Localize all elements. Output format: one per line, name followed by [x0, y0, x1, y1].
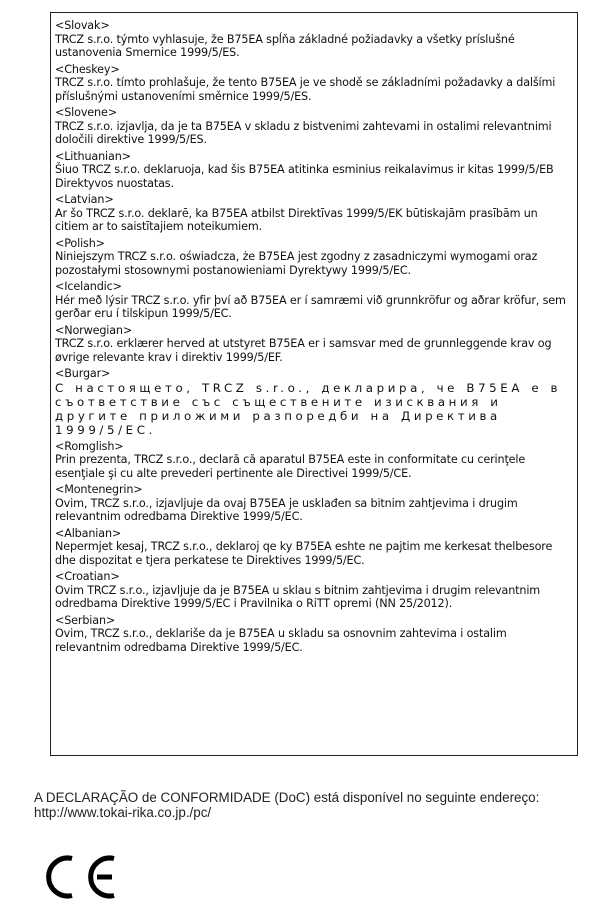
declaration-entry	[55, 19, 574, 60]
language-heading: <Montenegrin>	[55, 483, 143, 496]
ce-mark-icon	[34, 854, 120, 900]
language-heading: <Latvian>	[55, 193, 114, 206]
declaration-text: Šiuo TRCZ s.r.o. deklaruoja, kad šis B75EA atitinka esminius reikalavimus ir kitas 1999/5/EB Direktyvos nuostatas.	[55, 163, 554, 190]
declaration-entry	[55, 483, 574, 524]
declaration-text: С настоящето, TRCZ s.r.o., декларира, че B75EA е в съответствие със съществените изисквания и другите приложими разпоредби на Директива 1999/5/ЕС.	[55, 380, 562, 437]
declaration-text: Ar šo TRCZ s.r.o. deklarē, ka B75EA atbilst Direktīvas 1999/5/EK būtiskajām prasībām un citiem ar to saistītajiem noteikumiem.	[55, 206, 538, 233]
declaration-entry	[55, 440, 574, 481]
declaration-text: TRCZ s.r.o. tímto prohlašuje, že tento B75EA je ve shodě se základními požadavky a dalšími příslušnými ustanoveními směrnice 1999/5/ES.	[55, 76, 556, 103]
declaration-entry	[55, 280, 574, 321]
language-heading: <Cheskey>	[55, 62, 120, 76]
declaration-entry	[55, 367, 574, 437]
declaration-text: Nepermjet kesaj, TRCZ s.r.o., deklaroj qe ky B75EA eshte ne pajtim me kerkesat thelbesore dhe dispozitat e tjera perkatese te Direktives 1999/5/EC.	[55, 540, 553, 567]
language-heading: <Norwegian>	[55, 323, 133, 337]
doc-url-link[interactable]: http://www.tokai-rika.co.jp./pc/	[34, 805, 212, 820]
declaration-text: Ovim, TRCZ s.r.o., deklariše da je B75EA u skladu sa osnovnim zahtevima i ostalim relevantnim odredbama Direktive 1999/5/EC.	[55, 627, 507, 654]
declaration-entry	[55, 63, 574, 104]
language-heading: <Burgar>	[55, 367, 111, 380]
declaration-entry	[55, 150, 574, 191]
declaration-box	[50, 12, 578, 756]
declaration-entry	[55, 193, 574, 234]
language-heading: <Slovene>	[55, 106, 117, 119]
language-heading: <Romglish>	[55, 439, 124, 453]
declaration-entry	[55, 614, 574, 655]
language-heading: <Lithuanian>	[55, 149, 131, 163]
declaration-text: Niniejszym TRCZ s.r.o. oświadcza, że B75EA jest zgodny z zasadniczymi wymogami oraz pozostałymi stosownymi postanowieniami Dyrektywy 1999/5/EC.	[55, 250, 538, 277]
doc-availability-text: A DECLARAÇÃO de CONFORMIDADE (DoC) está disponível no seguinte endereço:	[34, 790, 540, 805]
language-heading: <Croatian>	[55, 570, 120, 583]
language-heading: <Polish>	[55, 236, 105, 250]
language-heading: <Slovak>	[55, 19, 110, 32]
language-heading: <Serbian>	[55, 613, 116, 627]
language-heading: <Icelandic>	[55, 280, 122, 293]
declaration-text: Hér með lýsir TRCZ s.r.o. yfir því að B75EA er í samræmi við grunnkröfur og aðrar kröfur, sem gerðar eru í tilskipun 1999/5/EC.	[55, 293, 566, 320]
declaration-entry	[55, 570, 574, 611]
declaration-entry	[55, 527, 574, 568]
declaration-text: Ovim, TRCZ s.r.o., izjavljuje da ovaj B75EA je usklađen sa bitnim zahtjevima i drugim relevantnim odredbama Direktive 1999/5/EC.	[55, 496, 518, 523]
doc-availability-note	[34, 790, 594, 820]
declaration-text: TRCZ s.r.o. izjavlja, da je ta B75EA v skladu z bistvenimi zahtevami in ostalimi relevantnimi določili direktive 1999/5/ES.	[55, 119, 552, 146]
declaration-entry	[55, 324, 574, 365]
declaration-text: Prin prezenta, TRCZ s.r.o., declară că aparatul B75EA este in conformitate cu cerinţele esenţiale şi cu alte prevederi pertinente ale Directivei 1999/5/CE.	[55, 453, 526, 480]
language-heading: <Albanian>	[55, 526, 122, 540]
declaration-text: TRCZ s.r.o. erklærer herved at utstyret B75EA er i samsvar med de grunnleggende krav og øvrige relevante krav i direktiv 1999/5/EF.	[55, 337, 552, 364]
declaration-entry	[55, 237, 574, 278]
declaration-entry	[55, 106, 574, 147]
declaration-text: TRCZ s.r.o. týmto vyhlasuje, že B75EA spĺňa základné požiadavky a všetky príslušné ustanovenia Smernice 1999/5/ES.	[55, 32, 515, 59]
declaration-text: Ovim TRCZ s.r.o., izjavljuje da je B75EA u sklau s bitnim zahtjevima i drugim relevantnim odredbama Direktive 1999/5/EC i Pravilnika o RiTT opremi (NN 25/2012).	[55, 583, 541, 610]
